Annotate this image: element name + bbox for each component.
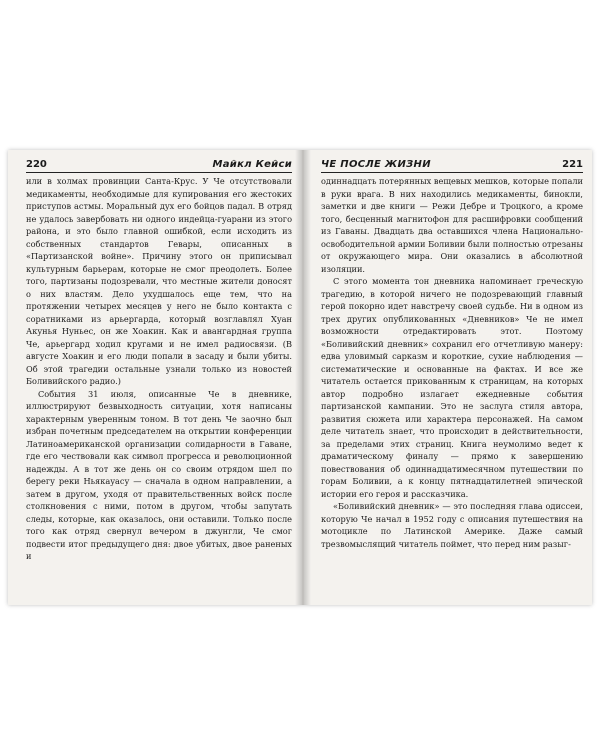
- left-page-number: 220: [26, 159, 47, 170]
- left-paragraph-1: или в холмах провинции Санта-Крус. У Че отсутствовали медикаменты, необходимые для купирования его жестоких приступов астмы. Моральный дух его бойцов падал. В отряд не удалось завербовать ни одного индейца-гуарани из этого района, и это было главной ошибкой, если исходить из собственных стандартов Гевары, описанных в «Партизанской войне». Причину этого он приписывал культурным барьерам, которые не смог преодолеть. Более того, партизаны подозревали, что местные жители доносят о них властям. Дело ухудшалось еще тем, что на протяжении четырех месяцев у него не было контакта с соратниками из арьергарда, который возглавлял Хуан Акунья Нуньес, он же Хоакин. Как и авангардная группа Че, арьергард ходил кругами и не имел радиосвязи. (В августе Хоакин и его люди попали в засаду и были убиты. Об этой трагедии остальные узнали только из новостей Боливийского радио.): [26, 176, 292, 386]
- right-paragraph-3: «Боливийский дневник» — это последняя глава одиссеи, которую Че начал в 1952 году с описания путешествия на мотоцикле по Латинской Америке. Даже самый трезвомыслящий читатель поймет, что перед ним разыг-: [321, 501, 583, 549]
- left-running-head: Майкл Кейси: [212, 159, 292, 170]
- book-spread: [8, 150, 592, 605]
- right-running-head: ЧЕ ПОСЛЕ ЖИЗНИ: [321, 159, 431, 170]
- right-page: [321, 158, 583, 598]
- left-page-text: [26, 175, 292, 563]
- right-page-text: [321, 175, 583, 550]
- right-page-header: [321, 158, 583, 173]
- left-page: [26, 158, 292, 598]
- right-page-number: 221: [562, 159, 583, 170]
- right-paragraph-1: одиннадцать потерянных вещевых мешков, которые попали в руки врага. В них находились медикаменты, бинокли, заметки и две книги — Режи Дебре и Троцкого, а кроме того, бесценный магнитофон для расшифровки сообщений из Гаваны. Двадцать два оставшихся члена Национально-освободительной армии Боливии были полностью отрезаны от окружающего мира. Они оказались в абсолютной изоляции.: [321, 176, 583, 274]
- left-page-header: [26, 158, 292, 173]
- left-paragraph-2: События 31 июля, описанные Че в дневнике, иллюстрируют безвыходность ситуации, хотя написаны характерным уверенным тоном. В тот день Че заочно был избран почетным председателем на открытии конференции Латиноамериканской организации солидарности в Гаване, где его чествовали как символ прогресса и революционной надежды. А в тот же день он со своим отрядом шел по берегу реки Ньякауасу — сначала в одном направлении, а затем в другом, уходя от правительственных войск после столкновения с ними, потом в другом, чтобы запутать следы, которые, как оказалось, они оставили. Только после того как отряд свернул вечером в джунгли, Че смог подвести итог предыдущего дня: двое убитых, двое раненых и: [26, 388, 292, 561]
- book-gutter: [295, 150, 311, 605]
- right-paragraph-2: С этого момента тон дневника напоминает греческую трагедию, в которой ничего не подозревающий главный герой покорно идет навстречу своей судьбе. Ни в одном из трех других опубликованных «Дневников» Че не имел возможности отредактировать этот. Поэтому «Боливийский дневник» сохранил его отчетливую манеру: едва уловимый сарказм и короткие, сухие наблюдения — систематические и основанные на фактах. И все же читатель остается прикованным к страницам, на которых автор подробно излагает ежедневные события партизанской кампании. Это не заслуга стиля автора, развития сюжета или характера персонажей. На самом деле читатель знает, что происходит в действительности, за пределами этих страниц. Книга неумолимо ведет к драматическому финалу — прямо к завершению повествования об одиннадцатимесячном путешествии по горам Боливии, а к концу пятнадцатилетней эпической истории его героя и рассказчика.: [321, 276, 583, 499]
